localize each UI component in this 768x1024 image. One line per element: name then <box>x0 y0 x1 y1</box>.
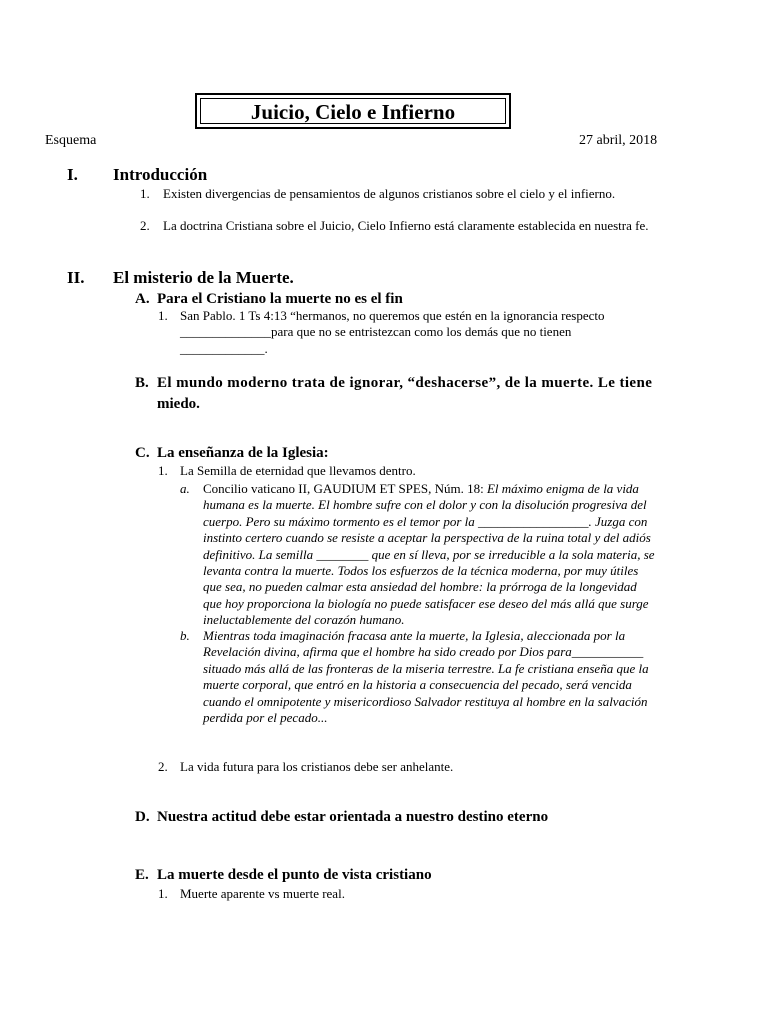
subsection-a-item-1-text <box>180 308 605 357</box>
subsection-c-b-line: Mientras toda imaginación fracasa ante la muerte, la Iglesia, aleccionada por la <box>203 628 626 643</box>
subsection-c-title: La enseñanza de la Iglesia: <box>157 445 329 461</box>
subsection-c-a-quote-start: El máximo enigma de la vida <box>486 481 639 496</box>
subsection-c-b-line: cuando el omnipotente y misericordioso Salvador restituya al hombre en la salvación <box>203 693 648 709</box>
subsection-c-a-line: instinto certero cuando se resiste a aceptar la perspectiva de la ruina total y del adiós <box>203 530 651 546</box>
subsection-c-letter: C. <box>135 445 150 461</box>
subsection-a-item-1-num: 1. <box>158 308 168 323</box>
subsection-c-item-1-num: 1. <box>158 463 168 478</box>
section-1-item-2-text: La doctrina Cristiana sobre el Juicio, Cielo Infierno está claramente establecida en nuestra fe. <box>163 218 649 233</box>
subsection-b-title-line1: El mundo moderno trata de ignorar, “deshacerse”, de la muerte. Le tiene <box>157 375 653 391</box>
section-1-title: Introducción <box>113 165 208 184</box>
subsection-c-a-text <box>203 481 683 629</box>
subsection-b-letter: B. <box>135 375 149 391</box>
subsection-c-a-line: cuerpo. Pero su máximo tormento es el temor por la _________________. Juzga con <box>203 513 648 529</box>
section-1-item-1-text: Existen divergencias de pensamientos de algunos cristianos sobre el cielo y el infierno. <box>163 186 616 201</box>
subsection-d-title: Nuestra actitud debe estar orientada a nuestro destino eterno <box>157 809 549 825</box>
subsection-c-b-line: muerte corporal, que entró en la historia a consecuencia del pecado, será vencida <box>203 677 632 693</box>
subsection-d-letter: D. <box>135 809 150 825</box>
subsection-a-line: San Pablo. 1 Ts 4:13 “hermanos, no queremos que estén en la ignorancia respecto <box>180 308 605 323</box>
subsection-c-a-prefix: Concilio vaticano II, GAUDIUM ET SPES, Núm. 18: <box>203 481 487 496</box>
subsection-c-b-letter: b. <box>180 628 190 643</box>
subsection-a-line: ______________para que no se entristezcan como los demás que no tienen <box>180 324 572 340</box>
subsection-a-letter: A. <box>135 291 150 307</box>
subsection-c-b-line: perdida por el pecado... <box>203 710 328 726</box>
subsection-e-letter: E. <box>135 867 149 883</box>
subsection-c-a-line: levanta contra la muerte. Todos los esfuerzos de la técnica moderna, por muy útiles <box>203 563 639 579</box>
section-1-item-1-num: 1. <box>140 186 150 201</box>
subsection-a-title: Para el Cristiano la muerte no es el fin <box>157 291 403 307</box>
subsection-c-a-line: que hoy proporciona la biología no puede satisfacer ese deseo del más allá que surge <box>203 595 649 611</box>
subsection-c-a-line: ineluctablemente del corazón humano. <box>203 612 405 628</box>
title-box <box>195 93 511 129</box>
subsection-e-item-1-text: Muerte aparente vs muerte real. <box>180 886 345 901</box>
subsection-c-a-line: que sea, no pueden calmar esta ansiedad del hombre: la prórroga de la longevidad <box>203 579 637 595</box>
subsection-e-item-1-num: 1. <box>158 886 168 901</box>
section-1-item-2-num: 2. <box>140 218 150 233</box>
subsection-c-item-1-text: La Semilla de eternidad que llevamos dentro. <box>180 463 416 478</box>
subsection-c-a-line: definitivo. La semilla ________ que en sí lleva, por se irreducible a la sola materia, se <box>203 546 655 562</box>
subsection-e-title: La muerte desde el punto de vista cristiano <box>157 867 432 883</box>
section-2-title: El misterio de la Muerte. <box>113 268 294 287</box>
subsection-c-b-line: Revelación divina, afirma que el hombre ha sido creado por Dios para___________ <box>203 644 644 660</box>
subsection-c-a-line: humana es la muerte. El hombre sufre con el dolor y con la disolución progresiva del <box>203 497 647 513</box>
subsection-c-b-text <box>203 628 683 726</box>
subsection-c-a-letter: a. <box>180 481 190 496</box>
section-1-numeral: I. <box>67 165 78 184</box>
subsection-b-title-line2: miedo. <box>157 396 200 412</box>
document-title: Juicio, Cielo e Infierno <box>250 100 456 124</box>
subsection-c-item-2-num: 2. <box>158 759 168 774</box>
subsection-c-item-2-text: La vida futura para los cristianos debe ser anhelante. <box>180 759 454 774</box>
subsection-a-line: _____________. <box>180 340 268 356</box>
header-left-label: Esquema <box>45 133 97 148</box>
section-2-numeral: II. <box>67 268 85 287</box>
subsection-c-b-line: situado más allá de las fronteras de la miseria terrestre. La fe cristiana enseña que la <box>203 660 649 676</box>
header-date: 27 abril, 2018 <box>579 133 658 148</box>
